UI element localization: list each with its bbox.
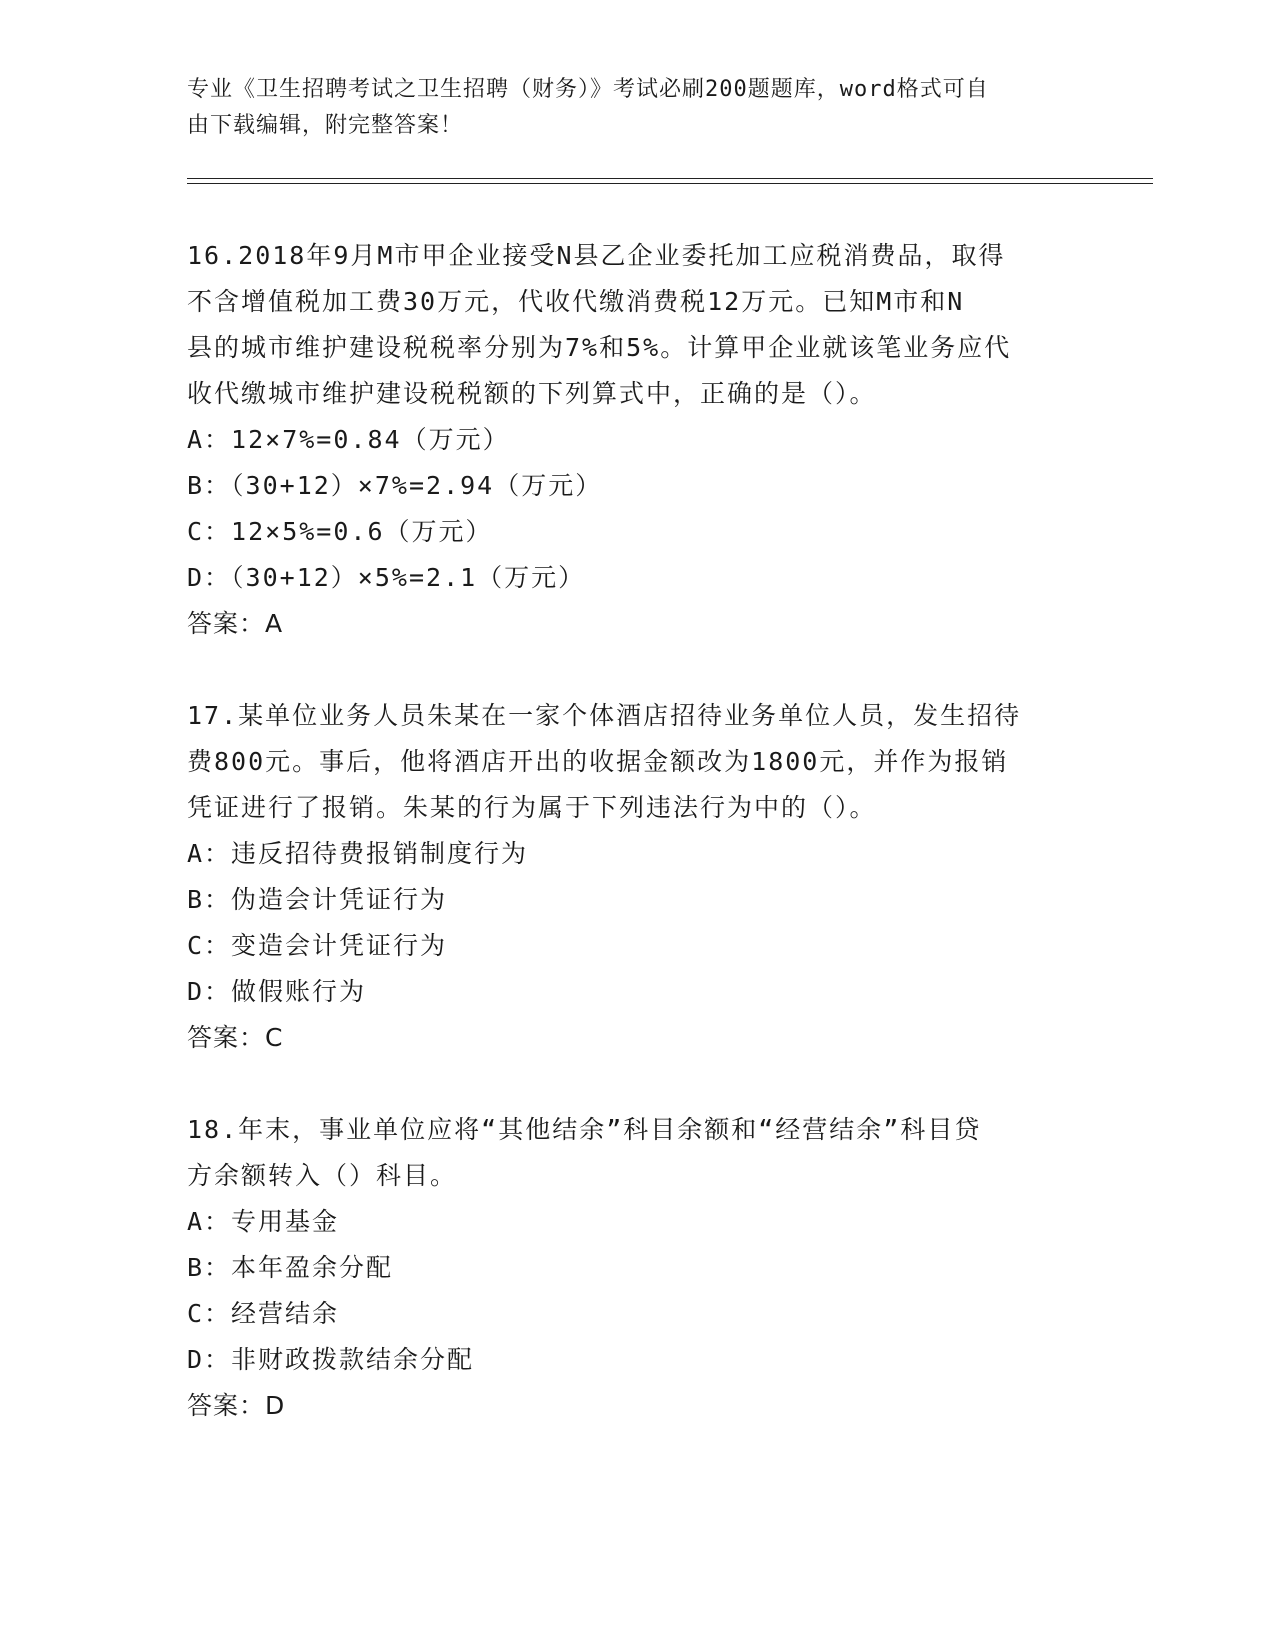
option-b: B：本年盈余分配 bbox=[187, 1253, 394, 1282]
option-d: D：非财政拨款结余分配 bbox=[187, 1345, 475, 1374]
option-b: B：（30+12）×7%=2.94（万元） bbox=[187, 471, 603, 500]
question-stem-line: 费800元。事后，他将酒店开出的收据金额改为1800元，并作为报销 bbox=[187, 747, 1009, 776]
question-stem-line: 收代缴城市维护建设税税额的下列算式中，正确的是（）。 bbox=[187, 379, 877, 408]
option-c: C：变造会计凭证行为 bbox=[187, 931, 448, 960]
question-18 bbox=[187, 1107, 1087, 1429]
answer-line: 答案：C bbox=[187, 1023, 284, 1052]
question-17 bbox=[187, 693, 1087, 1061]
header-line: 专业《卫生招聘考试之卫生招聘（财务）》考试必刷200题题库，word格式可自 bbox=[187, 77, 989, 102]
option-d: D：（30+12）×5%=2.1（万元） bbox=[187, 563, 586, 592]
header-divider bbox=[187, 183, 1153, 184]
question-stem-line: 县的城市维护建设税税率分别为7%和5%。计算甲企业就该笔业务应代 bbox=[187, 333, 1012, 362]
option-a: A：专用基金 bbox=[187, 1207, 340, 1236]
option-a: A：12×7%=0.84（万元） bbox=[187, 425, 510, 454]
option-c: C：12×5%=0.6（万元） bbox=[187, 517, 493, 546]
header-divider bbox=[187, 178, 1153, 179]
option-d: D：做假账行为 bbox=[187, 977, 367, 1006]
question-16 bbox=[187, 233, 1087, 647]
question-stem-line: 凭证进行了报销。朱某的行为属于下列违法行为中的（）。 bbox=[187, 793, 877, 822]
question-stem-line: 方余额转入（）科目。 bbox=[187, 1161, 458, 1190]
document-header bbox=[187, 72, 1067, 144]
answer-line: 答案：A bbox=[187, 609, 284, 638]
question-stem-line: 不含增值税加工费30万元，代收代缴消费税12万元。已知M市和N bbox=[187, 287, 965, 316]
question-stem-line: 17.某单位业务人员朱某在一家个体酒店招待业务单位人员，发生招待 bbox=[187, 701, 1022, 730]
header-line: 由下载编辑，附完整答案！ bbox=[187, 113, 464, 138]
option-c: C：经营结余 bbox=[187, 1299, 340, 1328]
option-a: A：违反招待费报销制度行为 bbox=[187, 839, 529, 868]
question-stem-line: 18.年末，事业单位应将“其他结余”科目余额和“经营结余”科目贷 bbox=[187, 1115, 982, 1144]
option-b: B：伪造会计凭证行为 bbox=[187, 885, 448, 914]
question-stem-line: 16.2018年9月M市甲企业接受N县乙企业委托加工应税消费品，取得 bbox=[187, 241, 1006, 270]
answer-line: 答案：D bbox=[187, 1391, 286, 1420]
